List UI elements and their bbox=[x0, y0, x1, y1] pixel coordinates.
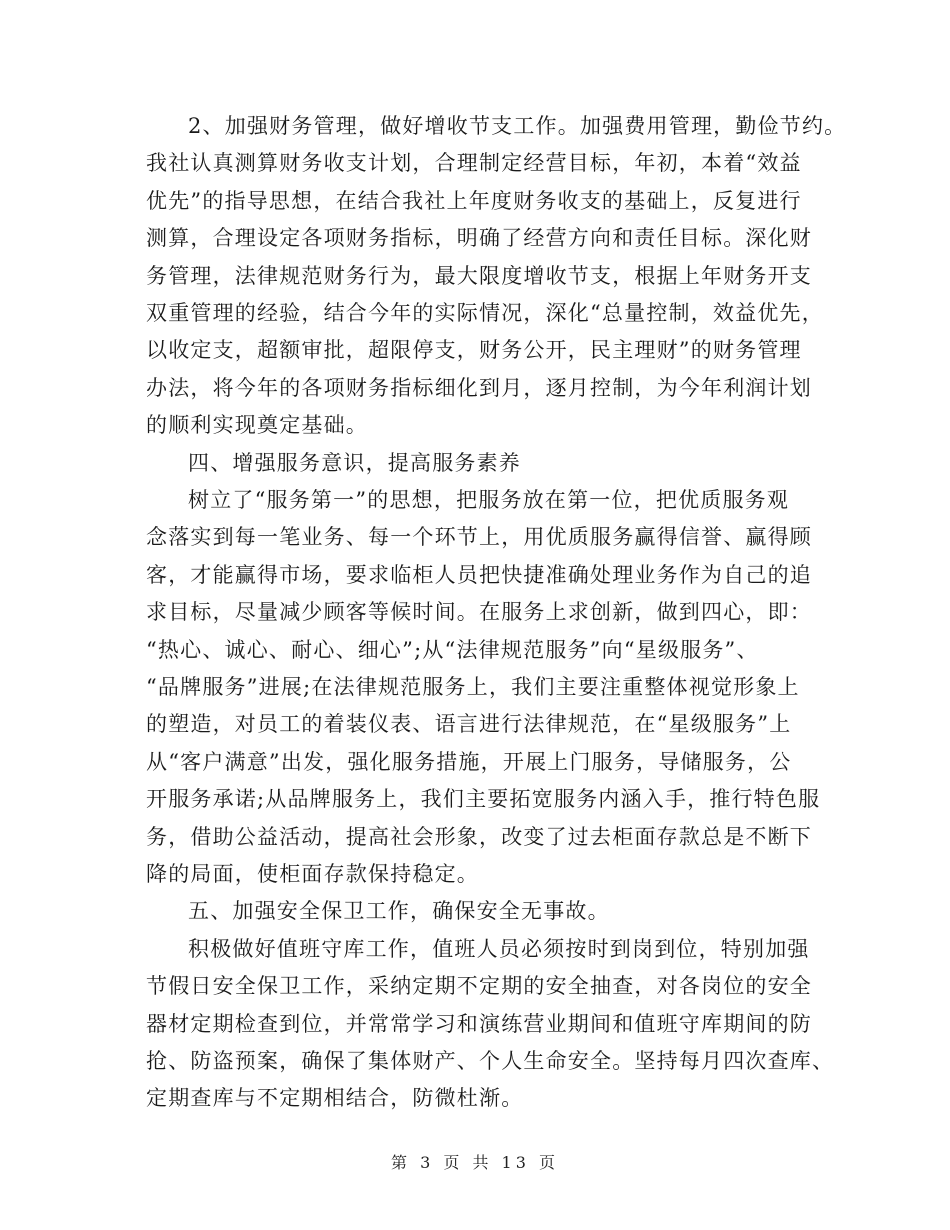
text-line: 以收定支，超额审批，超限停支，财务公开，民主理财”的财务管理 bbox=[146, 338, 802, 363]
page-footer bbox=[0, 1150, 950, 1173]
paragraph-first-line: 四、增强服务意识，提高服务素养 bbox=[188, 450, 521, 475]
text-line: 优先”的指导思想，在结合我社上年度财务收支的基础上，反复进行 bbox=[146, 188, 802, 213]
footer-current-page: 3 bbox=[420, 1153, 435, 1172]
text-line: “品牌服务”进展;在法律规范服务上，我们主要注重整体视觉形象上 bbox=[146, 675, 800, 699]
footer-suffix: 页 bbox=[539, 1153, 560, 1172]
text-line: 我社认真测算财务收支计划，合理制定经营目标，年初，本着“效益 bbox=[146, 151, 802, 176]
paragraph-first-line: 五、加强安全保卫工作，确保安全无事故。 bbox=[188, 899, 610, 924]
text-line: 务管理，法律规范财务行为，最大限度增收节支，根据上年财务开支 bbox=[146, 263, 812, 288]
text-line: 务，借助公益活动，提高社会形象，改变了过去柜面存款总是不断下 bbox=[146, 824, 812, 849]
text-line: 念落实到每一笔业务、每一个环节上，用优质服务赢得信誉、赢得顾 bbox=[146, 525, 812, 550]
text-line: 求目标，尽量减少顾客等候时间。在服务上求创新，做到四心，即： bbox=[146, 600, 812, 625]
text-line: 抢、防盗预案，确保了集体财产、个人生命安全。坚持每月四次查库、 bbox=[146, 1049, 835, 1073]
text-line: 测算，合理设定各项财务指标，明确了经营方向和责任目标。深化财 bbox=[146, 226, 812, 251]
text-line: 的顺利实现奠定基础。 bbox=[146, 413, 368, 438]
text-line: “热心、诚心、耐心、细心”;从“法律规范服务”向“星级服务”、 bbox=[146, 637, 759, 662]
footer-prefix: 第 bbox=[390, 1153, 411, 1172]
paragraph-first-line: 树立了“服务第一”的思想，把服务放在第一位，把优质服务观 bbox=[188, 488, 790, 512]
footer-middle: 页 共 bbox=[443, 1153, 493, 1172]
text-line: 的塑造，对员工的着装仪表、语言进行法律规范，在“星级服务”上 bbox=[146, 712, 792, 737]
text-line: 双重管理的经验，结合今年的实际情况，深化“总量控制，效益优先， bbox=[146, 301, 824, 325]
text-line: 客，才能赢得市场，要求临柜人员把快捷准确处理业务作为自己的追 bbox=[146, 562, 812, 587]
text-line: 办法，将今年的各项财务指标细化到月，逐月控制，为今年利润计划 bbox=[146, 375, 812, 400]
footer-total-pages: 13 bbox=[501, 1153, 530, 1172]
text-line: 器材定期检查到位，并常常学习和演练营业期间和值班守库期间的防 bbox=[146, 1011, 812, 1036]
text-line: 节假日安全保卫工作，采纳定期不定期的安全抽查，对各岗位的安全 bbox=[146, 974, 812, 999]
text-line: 开服务承诺;从品牌服务上，我们主要拓宽服务内涵入手，推行特色服 bbox=[146, 787, 821, 812]
paragraph-first-line: 2、加强财务管理，做好增收节支工作。加强费用管理，勤俭节约。 bbox=[188, 114, 847, 138]
paragraph-first-line: 积极做好值班守库工作，值班人员必须按时到岗到位，特别加强 bbox=[188, 936, 810, 961]
text-line: 从“客户满意”出发，强化服务措施，开展上门服务，导储服务，公 bbox=[146, 749, 792, 774]
text-line: 定期查库与不定期相结合，防微杜渐。 bbox=[146, 1086, 524, 1111]
text-line: 降的局面，使柜面存款保持稳定。 bbox=[146, 862, 479, 886]
